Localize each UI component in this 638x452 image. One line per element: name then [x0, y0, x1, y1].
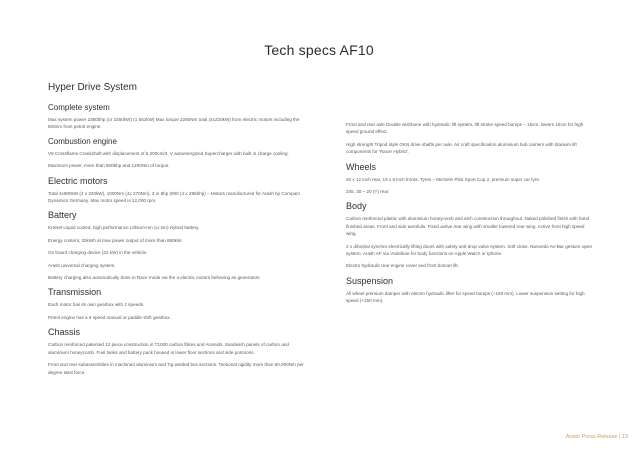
section-paragraph: Each motor has its own gearbox with 2 speeds. — [48, 302, 145, 308]
section-paragraph: 345, 30 – 20 (Y) rear. — [346, 189, 390, 195]
section-heading: Chassis — [48, 327, 81, 338]
section-heading: Battery — [48, 210, 77, 221]
section-paragraph: Front and rear axle Double wishbone with hydraulic lift system, lift stroke speed bumps – 15cm, lowers 15cm for high speed ground effect. — [346, 122, 584, 135]
section-heading: Suspension — [346, 275, 394, 286]
section-suspension — [346, 276, 596, 305]
section-axle-intro — [346, 121, 596, 156]
section-paragraph: 2 x dihedral synchro electrically lifting doors with safety anti-drop valve system. Soft close. Nanoedo AV-Bar gesture open system. Arash AF via Vodafone for body functions on Apple Watch or Iphone. — [346, 243, 593, 257]
section-paragraph: High strength Tripod style GKN drive shafts per axle. Air craft specification aluminium hub carriers with titanium lift components for 'Racer Hybrid'. — [346, 141, 577, 155]
section-heading: Complete system — [48, 103, 110, 112]
section-heading: Transmission — [48, 287, 102, 298]
page-title: Tech specs AF10 — [264, 42, 374, 58]
section-electric-motors — [48, 176, 308, 205]
section-paragraph: Kreisel Liquid cooled, high performance Lithium-Ion (Li-Ion) Hybrid battery. — [48, 225, 200, 231]
section-paragraph: Carbon reinforced patented 12 piece construction in T1000 carbon fibres and Aramids. Sandwich panels of carbon and aluminium honeycomb. Fuel tanks and battery pack housed in lower floor sections and side pontoons. — [48, 342, 289, 355]
system-title: Hyper Drive System — [48, 82, 137, 93]
section-body — [346, 201, 596, 269]
section-paragraph: Electro hydraulic rear engine cover and front bonnet lift. — [346, 263, 459, 269]
section-wheels — [346, 162, 596, 196]
section-paragraph: All wheel premium damper with electro hydraulic lifter for speed bumps (+150 mm). Lower suspension setting for high speed (+150 mm). — [346, 290, 585, 304]
section-paragraph: Maximum power, more than 800bhp and 1200Nm of torque. — [48, 163, 170, 169]
section-paragraph: V8 Crossflame Crankshaft with displacement of 6,200cm/3. V autoenergized Supercharger with built in charge cooling. — [48, 150, 289, 156]
section-paragraph: Arash universal charging system. — [48, 262, 116, 268]
section-chassis — [48, 327, 308, 376]
section-paragraph: Battery charging also automatically done in Race mode via the 4 electric motors behaving as generators. — [48, 275, 261, 281]
section-paragraph: Max system power 2380bhp (or 1550kW) (1 551kW) Max torque 2280Nm total (4x220kW) from electric motors including the 800nm from petrol engine. — [48, 117, 300, 130]
right-column — [346, 121, 596, 310]
section-paragraph: Petrol engine has a 6 speed manual or paddle shift gearbox. — [48, 314, 171, 320]
left-column — [48, 76, 308, 381]
section-paragraph: On board charging device (22 kW) in the vehicle. — [48, 250, 148, 256]
section-combustion-engine — [48, 137, 308, 170]
section-paragraph: Energy content, 32kWh at max power output of more than 880kW. — [48, 237, 183, 243]
section-paragraph: Carbon reinforced plastic with aluminium honeycomb and etch construction throughout. Naked polished finish with hand finished areas. Front and side aerofoils. Fixed active rear wing with smaller lowered rear wing. Active front high speed wing. — [346, 216, 590, 237]
section-heading: Electric motors — [48, 175, 108, 186]
footer-page-label: Arash Press Release | 13 — [565, 434, 628, 440]
section-paragraph: Total 4x980kW (4 x 220kW), 1000Nm (4x 270Nm), 3 in 8hp (900 (4 x 295bhp) – Motors manufactured for Arash by Compact Dynamics Germany. Max motor speed is 12,000 rpm. — [48, 190, 300, 204]
section-complete-system — [48, 103, 308, 131]
section-transmission — [48, 287, 308, 321]
section-heading: Wheels — [346, 161, 377, 172]
section-paragraph: 20 x 12 inch rear, 19 x 9 inch fronts. Tyres – Michelin Pilot Sport Cup 2, premium super car tyre. — [346, 176, 541, 182]
section-paragraph: Front and rear subassemblies in machined aluminium and Tig welded box sections. Torsional rigidity more than 60,000Nm per degree twist force. — [48, 362, 304, 375]
section-battery — [48, 210, 308, 281]
section-heading: Combustion engine — [48, 136, 117, 146]
section-heading: Body — [346, 201, 367, 212]
